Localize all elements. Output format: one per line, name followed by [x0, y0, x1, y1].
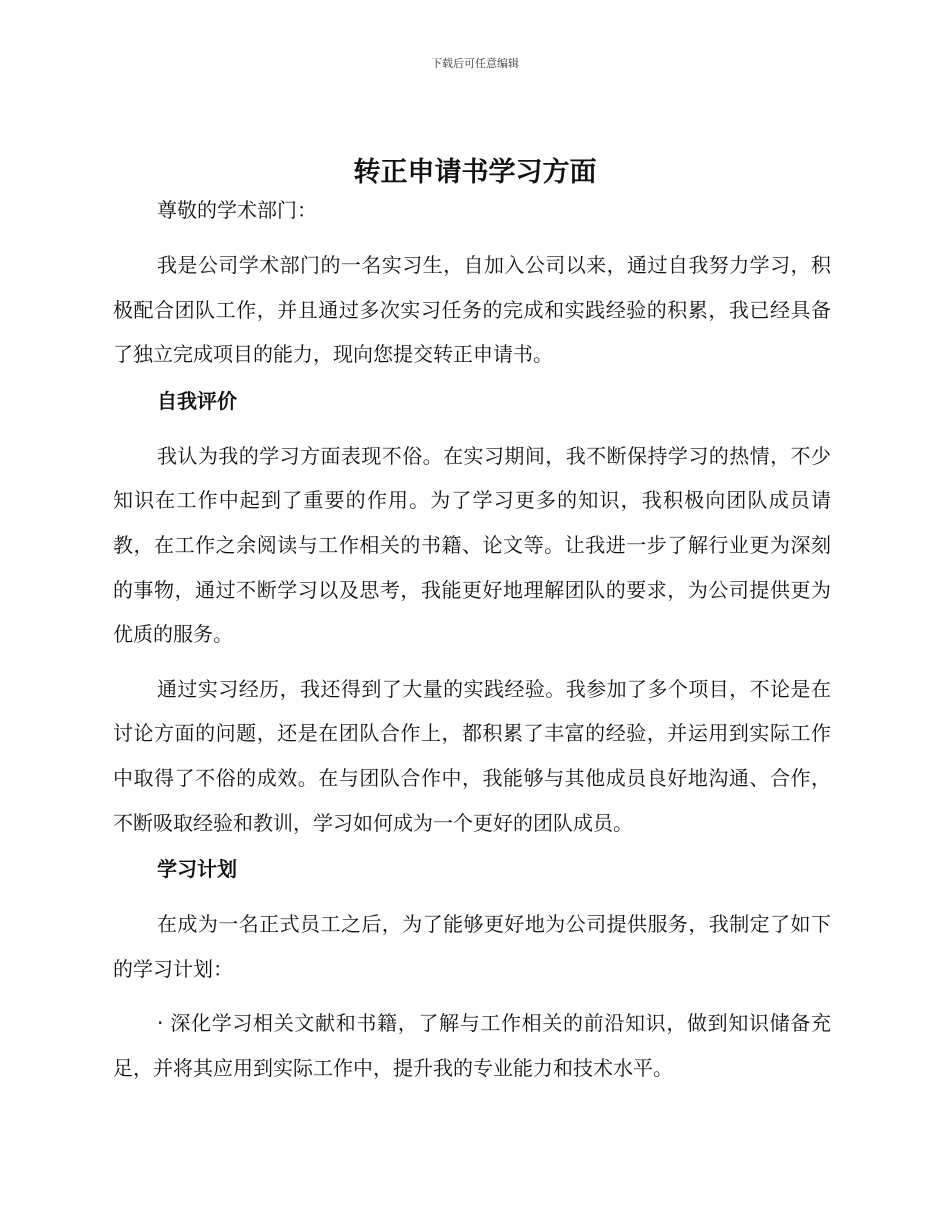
salutation: 尊敬的学术部门： [157, 198, 317, 222]
paragraph: 通过实习经历，我还得到了大量的实践经验。我参加了多个项目，不论是在讨论方面的问题，还是在团队合作上，都积累了丰富的经验，并运用到实际工作中取得了不俗的成效。在与团队合作中，我能够与其他成员良好地沟通、合作，不断吸取经验和教训，学习如何成为一个更好的团队成员。 [113, 676, 831, 835]
section-heading: 自我评价 [157, 388, 237, 413]
document-title: 转正申请书学习方面 [353, 157, 597, 188]
bullet-paragraph: · 深化学习相关文献和书籍，了解与工作相关的前沿知识，做到知识储备充足，并将其应用到实际工作中，提升我的专业能力和技术水平。 [113, 1011, 831, 1080]
intro-paragraph: 我是公司学术部门的一名实习生，自加入公司以来，通过自我努力学习，积极配合团队工作，并且通过多次实习任务的完成和实践经验的积累，我已经具备了独立完成项目的能力，现向您提交转正申请书。 [113, 253, 831, 367]
section-study-plan [113, 855, 831, 1090]
paragraph: 在成为一名正式员工之后，为了能够更好地为公司提供服务，我制定了如下的学习计划： [113, 912, 831, 981]
section-heading: 学习计划 [157, 857, 237, 882]
page-header: 下载后可任意编辑 [431, 57, 519, 70]
paragraph: 我认为我的学习方面表现不俗。在实习期间，我不断保持学习的热情，不少知识在工作中起到了重要的作用。为了学习更多的知识，我积极向团队成员请教，在工作之余阅读与工作相关的书籍、论文等。让我进一步了解行业更为深刻的事物，通过不断学习以及思考，我能更好地理解团队的要求，为公司提供更为优质的服务。 [113, 443, 831, 647]
document-body [113, 196, 831, 1101]
section-self-evaluation [113, 387, 831, 845]
